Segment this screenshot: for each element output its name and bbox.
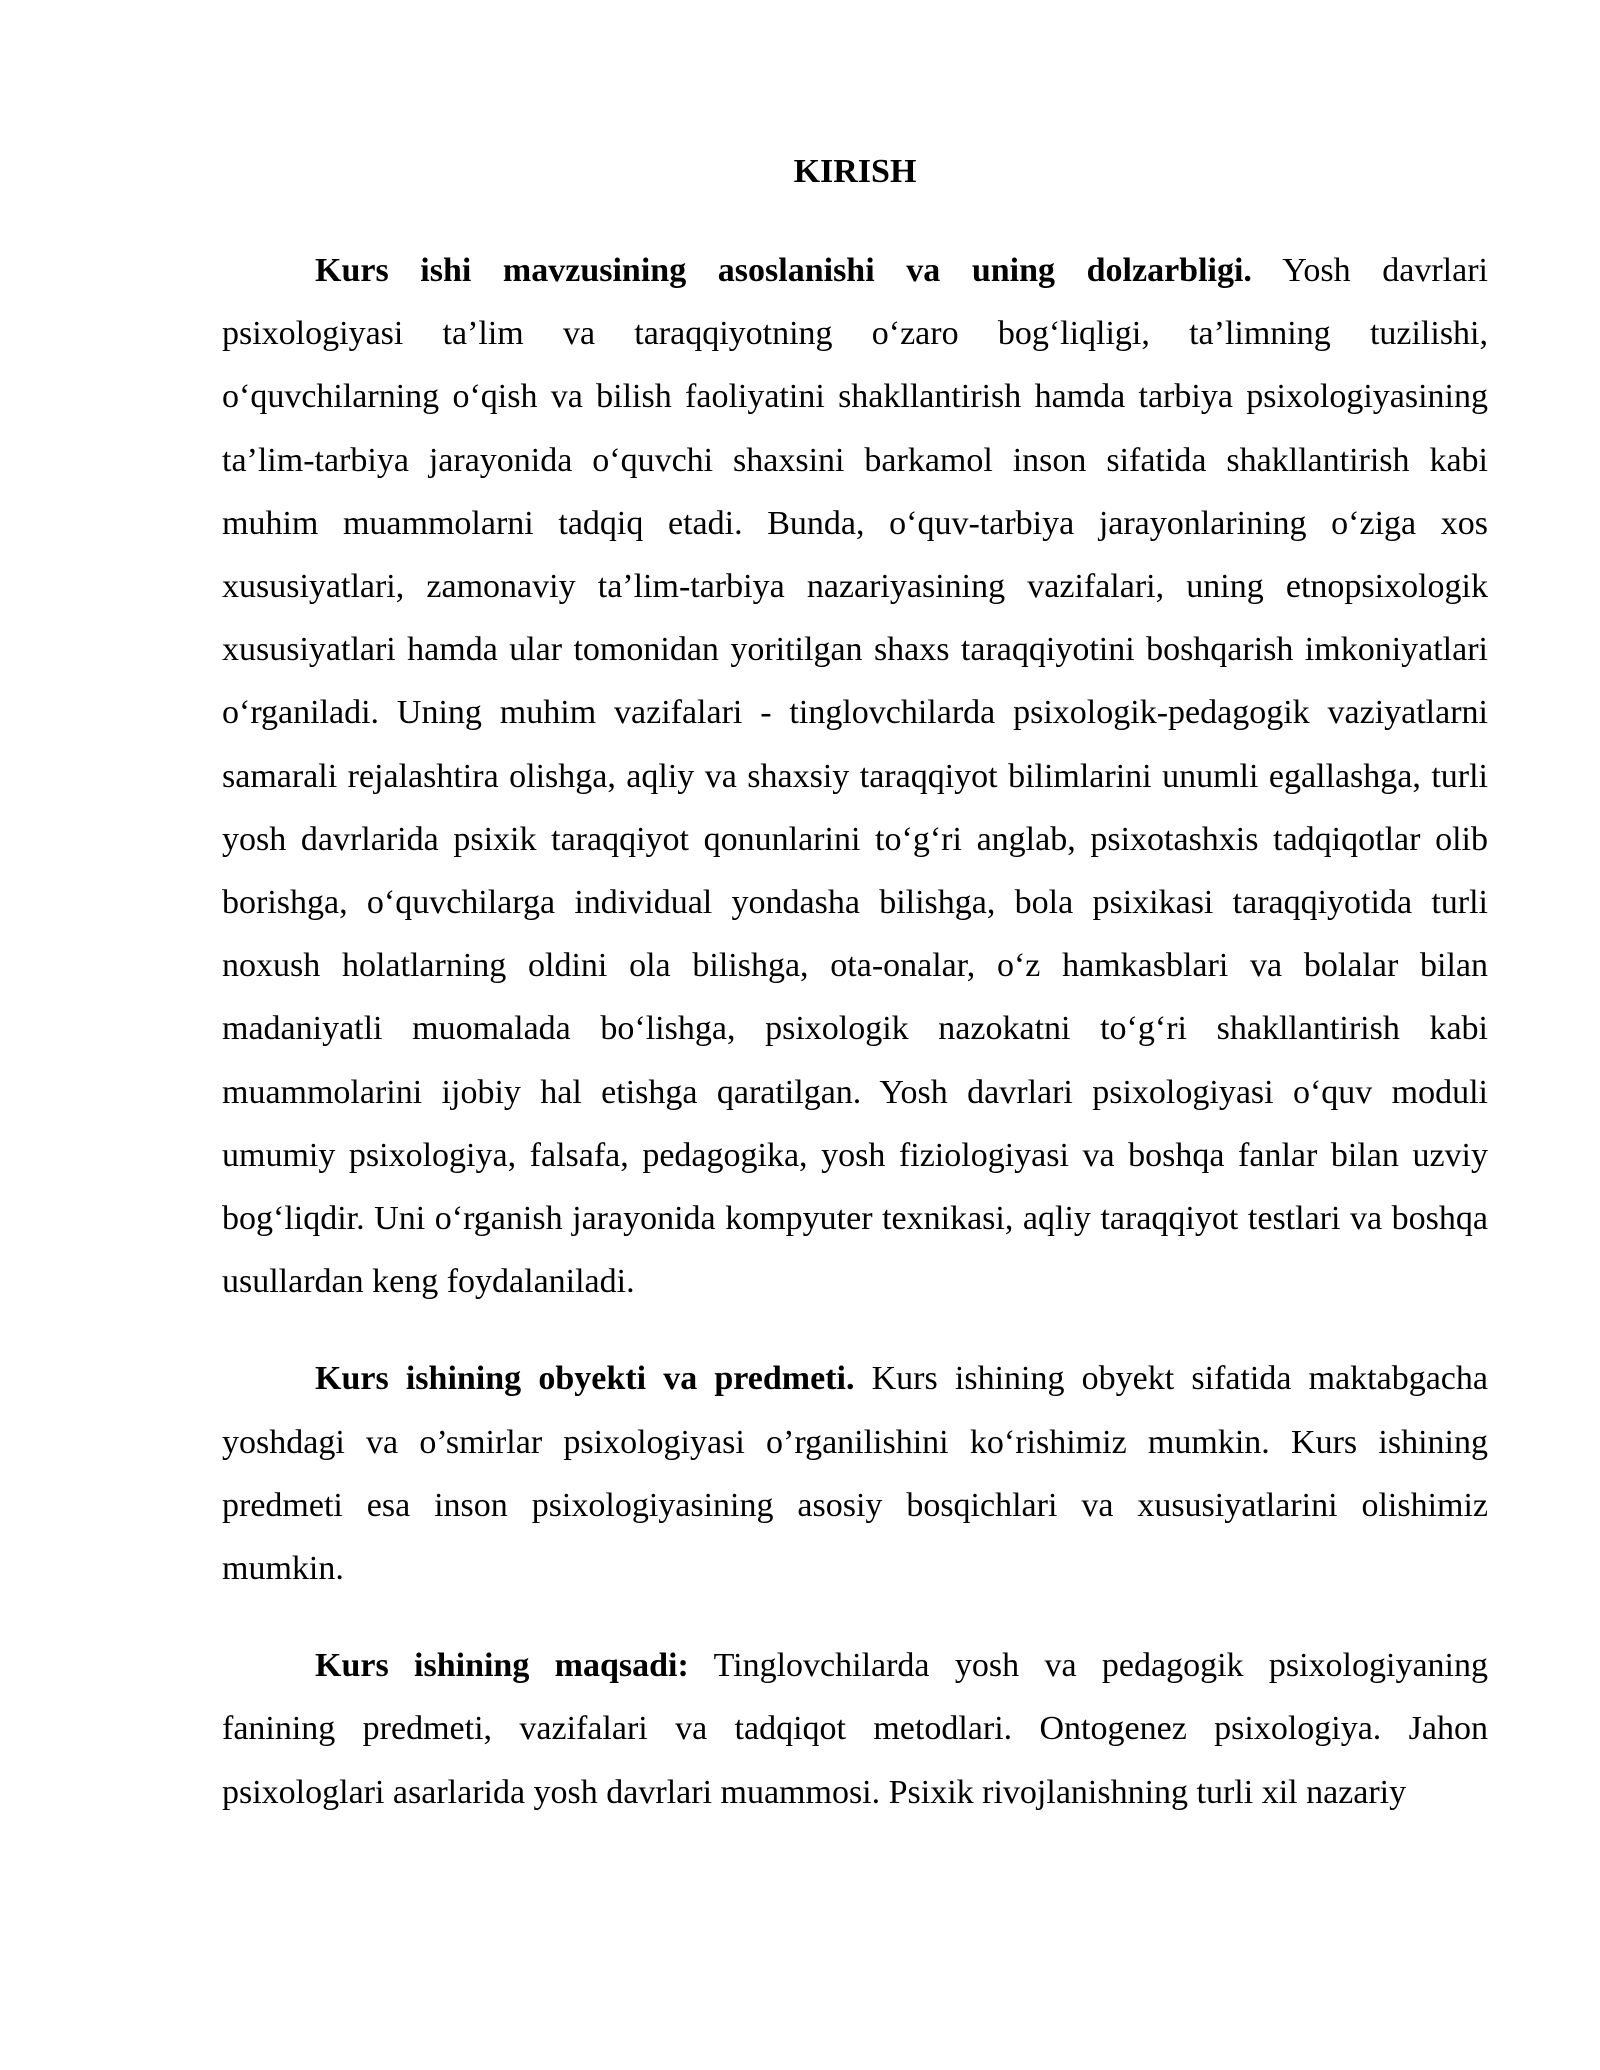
paragraph-lead: Kurs ishi mavzusining asoslanishi va uning dolzarbligi. (315, 252, 1252, 289)
paragraph-object-subject (222, 1347, 1488, 1600)
paragraph-lead: Kurs ishining obyekti va predmeti. (315, 1360, 855, 1398)
paragraph-goal (222, 1634, 1488, 1824)
page-content (222, 140, 1488, 1858)
paragraph-text: Tinglovchilarda yosh va pedagogik psixologiyaning fanining predmeti, vazifalari va tadqiqot metodlari. Ontogenez psixologiya. Jahon psixologlari asarlarida yosh davrlari muammosi. Psixik rivojlanishning turli xil nazariy (222, 1647, 1488, 1811)
paragraph-relevance (222, 239, 1488, 1313)
page-heading: KIRISH (793, 153, 917, 190)
paragraph-text: Kurs ishining obyekt sifatida maktabgacha yoshdagi va o’smirlar psixologiyasi o’rganilishini ko‘rishimiz mumkin. Kurs ishining predmeti esa inson psixologiyasining asosiy bosqichlari va xususiyatlarini olishimiz mumkin. (222, 1360, 1488, 1588)
paragraph-text: Yosh davrlari psixologiyasi ta’lim va taraqqiyotning o‘zaro bog‘liqligi, ta’limning tuzilishi, o‘quvchilarning o‘qish va bilish faoliyatini shakllantirish hamda tarbiya psixologiyasining ta’lim-tarbiya jarayonida o‘quvchi shaxsini barkamol inson sifatida shakllantirish kabi muhim muammolarni tadqiq etadi. Bunda, o‘quv-tarbiya jarayonlarining o‘ziga xos xususiyatlari, zamonaviy ta’lim-tarbiya nazariyasining vazifalari, uning etnopsixologik xususiyatlari hamda ular tomonidan yoritilgan shaxs taraqqiyotini boshqarish imkoniyatlari o‘rganiladi. Uning muhim vazifalari - tinglovchilarda psixologik-pedagogik vaziyatlarni samarali rejalashtira olishga, aqliy va shaxsiy taraqqiyot bilimlarini unumli egallashga, turli yosh davrlarida psixik taraqqiyot qonunlarini to‘g‘ri anglab, psixotashxis tadqiqotlar olib borishga, o‘quvchilarga individual yondasha bilishga, bola psixikasi taraqqiyotida turli noxush holatlarning oldini ola bilishga, ota-onalar, o‘z hamkasblari va bolalar bilan madaniyatli muomalada bo‘lishga, psixologik nazokatni to‘g‘ri shakllantirish kabi muammolarini ijobiy hal etishga qaratilgan. Yosh davrlari psixologiyasi o‘quv moduli umumiy psixologiya, falsafa, pedagogika, yosh fiziologiyasi va boshqa fanlar bilan uzviy bog‘liqdir. Uni o‘rganish jarayonida kompyuter texnikasi, aqliy taraqqiyot testlari va boshqa usullardan keng foydalaniladi. (222, 252, 1488, 1301)
paragraph-lead: Kurs ishining maqsadi: (315, 1647, 689, 1685)
